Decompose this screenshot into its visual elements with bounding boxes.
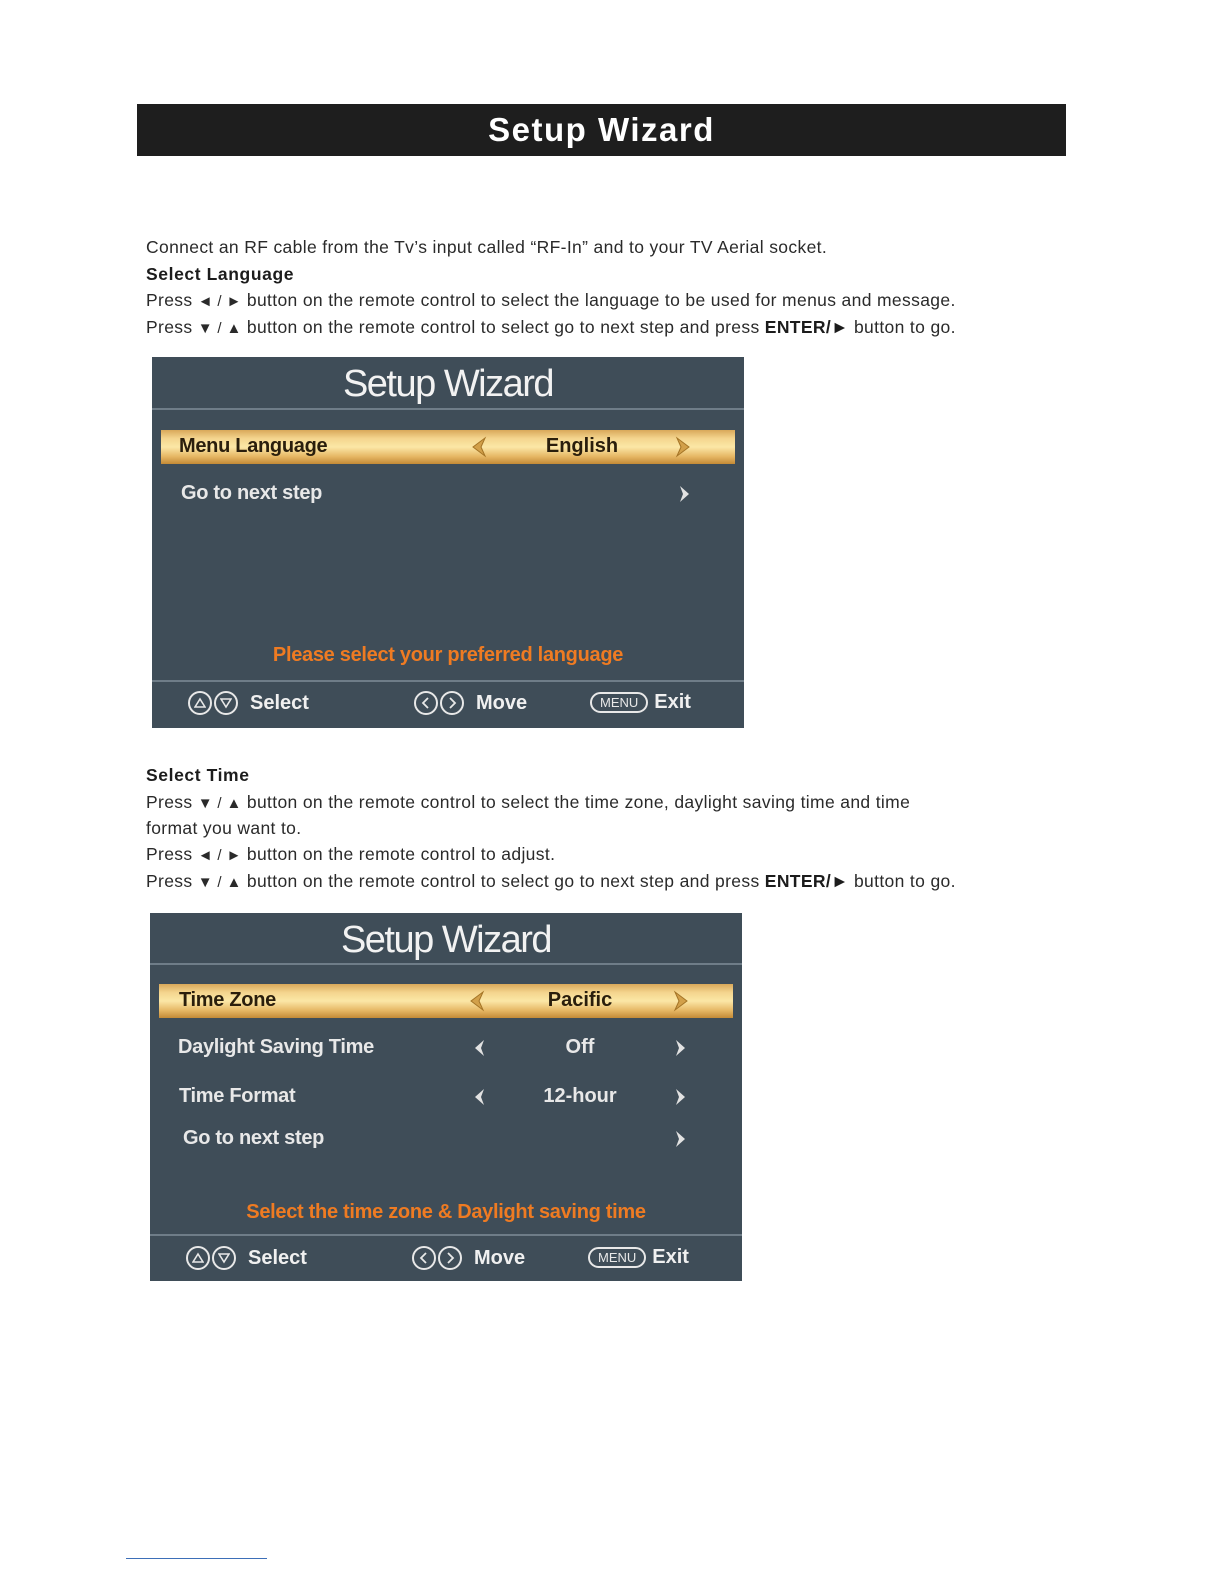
left-right-arrows-icon: ◄ / ► bbox=[197, 293, 242, 310]
arrow-left-icon[interactable] bbox=[467, 990, 487, 1012]
instruction-text: button on the remote control to select go to next step and press bbox=[246, 871, 760, 891]
language-screen bbox=[152, 357, 744, 728]
instruction-text: button on the remote control to adjust. bbox=[246, 844, 556, 864]
screen-title: Setup Wizard bbox=[340, 919, 552, 961]
language-instruction-1 bbox=[146, 292, 956, 310]
select-time-heading: Select Time bbox=[146, 765, 250, 785]
chevron-right-icon[interactable] bbox=[675, 483, 695, 505]
row-label: Time Zone bbox=[179, 989, 276, 1011]
down-up-arrows-icon: ▼ / ▲ bbox=[197, 795, 242, 812]
menu-button-icon: MENU bbox=[590, 692, 648, 713]
footer-select-label: Select bbox=[248, 1246, 307, 1269]
footer-exit bbox=[588, 1246, 689, 1269]
right-button-icon bbox=[440, 691, 464, 715]
time-instruction-3 bbox=[146, 873, 956, 891]
instruction-text: button on the remote control to select the time zone, daylight saving time and time bbox=[246, 792, 911, 812]
go-next-step-row[interactable] bbox=[159, 1122, 733, 1156]
chevron-left-icon[interactable] bbox=[469, 1037, 489, 1059]
chevron-right-icon[interactable] bbox=[671, 1086, 691, 1108]
row-value: Off bbox=[565, 1036, 595, 1058]
chevron-right-icon[interactable] bbox=[671, 1037, 691, 1059]
text-press: Press bbox=[146, 871, 193, 891]
left-button-icon bbox=[412, 1246, 436, 1270]
screen-title: Setup Wizard bbox=[342, 363, 554, 405]
footer-select bbox=[188, 691, 309, 715]
row-value: Pacific bbox=[547, 989, 613, 1011]
time-screen bbox=[150, 913, 742, 1281]
footer-rule bbox=[126, 1558, 267, 1559]
divider bbox=[152, 680, 744, 682]
row-value: 12-hour bbox=[543, 1085, 617, 1107]
row-label: Daylight Saving Time bbox=[178, 1036, 374, 1058]
row-label: Go to next step bbox=[183, 1127, 325, 1149]
text-press: Press bbox=[146, 290, 193, 310]
down-button-icon bbox=[212, 1246, 236, 1270]
row-value: English bbox=[545, 435, 619, 457]
footer-move bbox=[414, 691, 527, 715]
arrow-right-icon[interactable] bbox=[673, 436, 693, 458]
divider bbox=[152, 408, 744, 410]
footer-select bbox=[186, 1246, 307, 1270]
text-press: Press bbox=[146, 792, 193, 812]
time-zone-row[interactable] bbox=[159, 984, 733, 1018]
left-right-arrows-icon: ◄ / ► bbox=[197, 847, 242, 864]
chevron-left-icon[interactable] bbox=[469, 1086, 489, 1108]
instruction-text: button on the remote control to select the language to be used for menus and message. bbox=[246, 290, 956, 310]
text-press: Press bbox=[146, 844, 193, 864]
divider bbox=[150, 963, 742, 965]
right-button-icon bbox=[438, 1246, 462, 1270]
divider bbox=[150, 1234, 742, 1236]
intro-connect: Connect an RF cable from the Tv’s input called “RF-In” and to your TV Aerial socket. bbox=[146, 237, 828, 257]
footer-move bbox=[412, 1246, 525, 1270]
footer-select-label: Select bbox=[250, 691, 309, 714]
select-language-heading: Select Language bbox=[146, 264, 295, 284]
left-button-icon bbox=[414, 691, 438, 715]
down-up-arrows-icon: ▼ / ▲ bbox=[197, 320, 242, 337]
time-instruction-1b: format you want to. bbox=[146, 818, 302, 838]
menu-language-row[interactable] bbox=[161, 430, 735, 464]
hint-text: Select the time zone & Daylight saving time bbox=[246, 1201, 646, 1223]
row-label: Go to next step bbox=[181, 482, 323, 504]
footer-exit-label: Exit bbox=[652, 1246, 689, 1268]
up-button-icon bbox=[188, 691, 212, 715]
enter-key-label: ENTER/► bbox=[764, 317, 849, 337]
footer-exit-label: Exit bbox=[654, 691, 691, 713]
arrow-right-icon[interactable] bbox=[671, 990, 691, 1012]
time-instruction-2 bbox=[146, 846, 555, 864]
daylight-saving-row[interactable] bbox=[159, 1031, 733, 1065]
menu-button-icon: MENU bbox=[588, 1247, 646, 1268]
footer-move-label: Move bbox=[474, 1246, 526, 1269]
arrow-left-icon[interactable] bbox=[469, 436, 489, 458]
language-instruction-2 bbox=[146, 319, 956, 337]
instruction-text: button on the remote control to select go to next step and press bbox=[246, 317, 760, 337]
row-label: Time Format bbox=[179, 1085, 296, 1107]
go-next-step-row[interactable] bbox=[161, 477, 735, 511]
chevron-right-icon[interactable] bbox=[671, 1128, 691, 1150]
enter-key-label: ENTER/► bbox=[764, 871, 849, 891]
time-instruction-1 bbox=[146, 794, 910, 812]
instruction-text: button to go. bbox=[853, 317, 956, 337]
page-banner bbox=[137, 104, 1066, 156]
footer-exit bbox=[590, 691, 691, 714]
instruction-text: button to go. bbox=[853, 871, 956, 891]
text-press: Press bbox=[146, 317, 193, 337]
down-up-arrows-icon: ▼ / ▲ bbox=[197, 874, 242, 891]
page-title: Setup Wizard bbox=[488, 111, 715, 148]
footer-move-label: Move bbox=[476, 691, 528, 714]
down-button-icon bbox=[214, 691, 238, 715]
up-button-icon bbox=[186, 1246, 210, 1270]
hint-text: Please select your preferred language bbox=[272, 644, 624, 666]
time-format-row[interactable] bbox=[159, 1080, 733, 1114]
row-label: Menu Language bbox=[179, 435, 328, 457]
